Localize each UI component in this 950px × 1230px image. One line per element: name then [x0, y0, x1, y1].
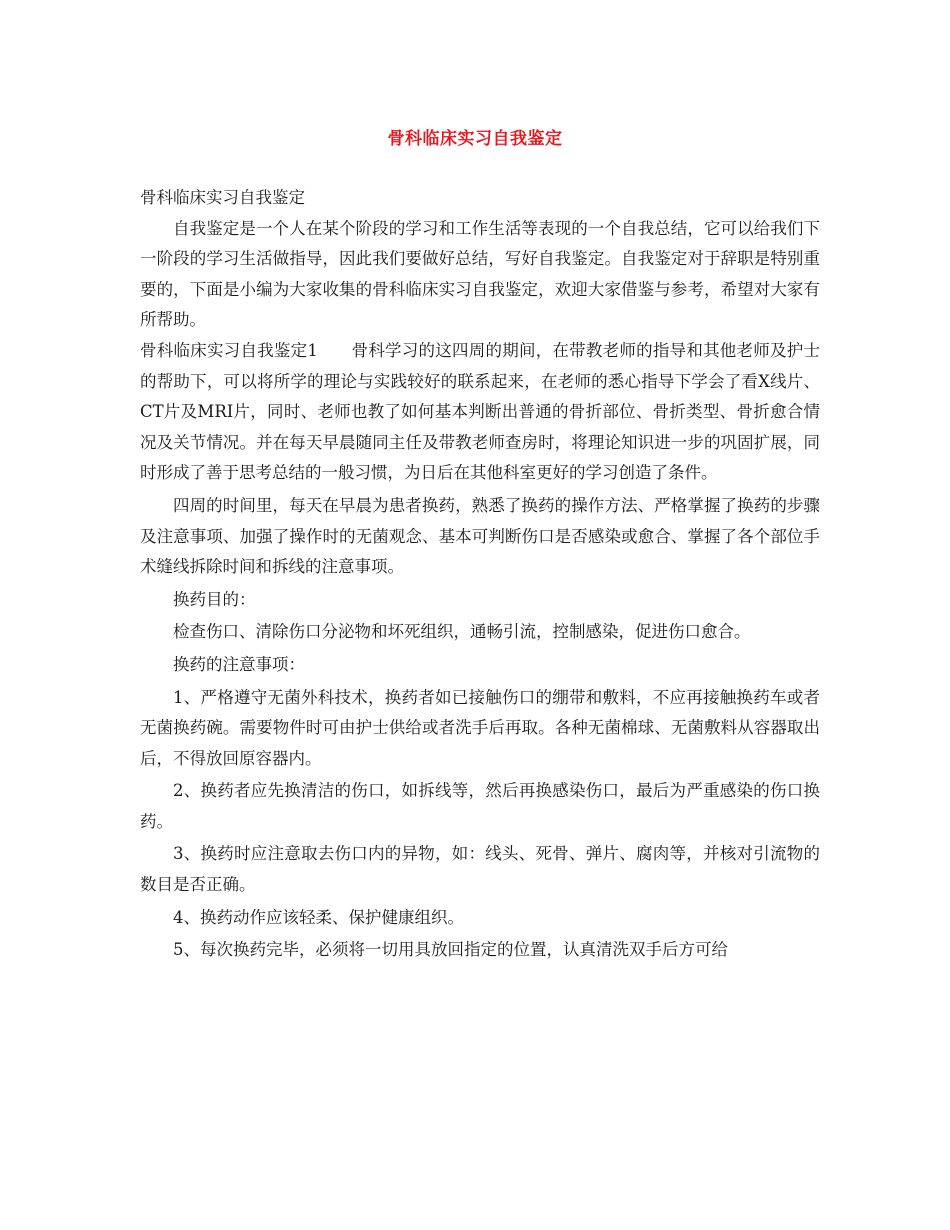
notes-heading: 换药的注意事项： — [173, 654, 305, 674]
purpose-text: 检查伤口、清除伤口分泌物和坏死组织，通畅引流，控制感染，促进伤口愈合。 — [173, 622, 751, 642]
note-item-3: 3、换药时应注意取去伤口内的异物，如：线头、死骨、弹片、腐肉等，并核对引流物的数目是否正确。 — [140, 844, 820, 895]
document-title: 骨科临床实习自我鉴定 — [387, 129, 563, 149]
note-item-1: 1、严格遵守无菌外科技术，换药者如已接触伤口的绷带和敷料，不应再接触换药车或者无菌换药碗。需要物件时可由护士供给或者洗手后再取。各种无菌棉球、无菌敷料从容器取出后，不得放回原容器内。 — [140, 687, 820, 768]
intro-paragraph: 自我鉴定是一个人在某个阶段的学习和工作生活等表现的一个自我总结，它可以给我们下一阶段的学习生活做指导，因此我们要做好总结，写好自我鉴定。自我鉴定对于辞职是特别重要的，下面是小编为大家收集的骨科临床实习自我鉴定，欢迎大家借鉴与参考，希望对大家有所帮助。 — [140, 218, 820, 330]
purpose-heading: 换药目的： — [173, 589, 256, 609]
paragraph-four-weeks: 四周的时间里，每天在早晨为患者换药，熟悉了换药的操作方法、严格掌握了换药的步骤及注意事项、加强了操作时的无菌观念、基本可判断伤口是否感染或愈合、掌握了各个部位手术缝线拆除时间和拆线的注意事项。 — [140, 495, 820, 577]
note-item-2: 2、换药者应先换清洁的伤口，如拆线等，然后再换感染伤口，最后为严重感染的伤口换药。 — [140, 781, 820, 831]
document-subtitle: 骨科临床实习自我鉴定 — [140, 188, 305, 207]
section1-paragraph: 骨科临床实习自我鉴定1 骨科学习的这四周的期间，在带教老师的指导和其他老师及护士的帮助下，可以将所学的理论与实践较好的联系起来，在老师的悉心指导下学会了看X线片、CT片及MRI片，同时、老师也教了如何基本判断出普通的骨折部位、骨折类型、骨折愈合情况及关节情况。并在每天早晨随同主任及带教老师查房时，将理论知识进一步的巩固扩展，同时形成了善于思考总结的一般习惯，为日后在其他科室更好的学习创造了条件。 — [140, 340, 820, 483]
note-item-5: 5、每次换药完毕，必须将一切用具放回指定的位置，认真清洗双手后方可给 — [173, 940, 728, 960]
note-item-4: 4、换药动作应该轻柔、保护健康组织。 — [173, 907, 464, 927]
document-body — [140, 183, 820, 966]
